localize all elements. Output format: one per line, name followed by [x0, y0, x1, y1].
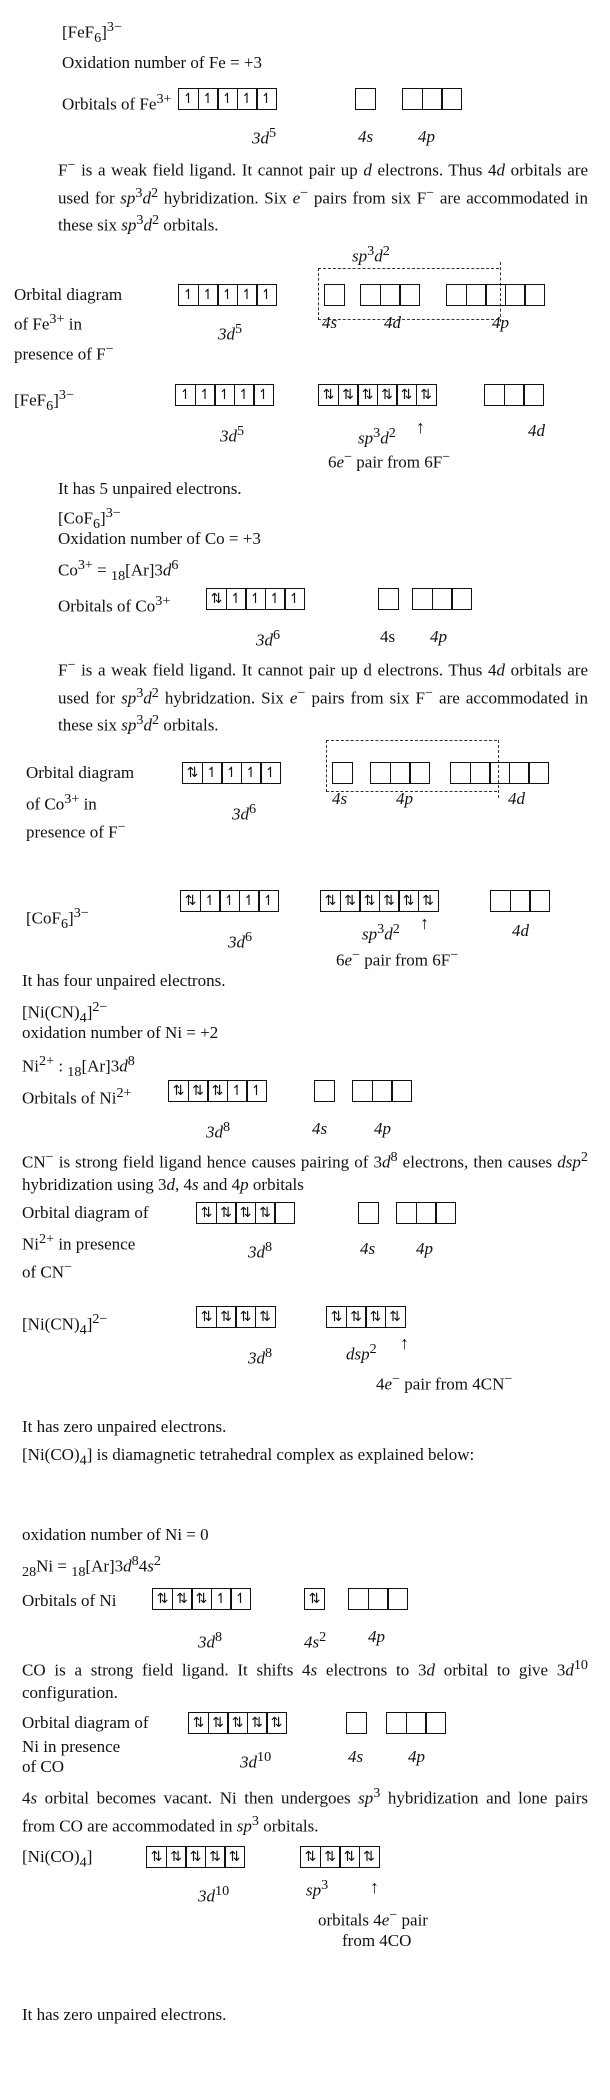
nico4-4p-label: 4p [368, 1627, 385, 1646]
orbital-box: ⇅ [235, 1306, 256, 1328]
cof6-unpaired: It has four unpaired electrons. [22, 971, 226, 990]
orbital-box [485, 284, 506, 306]
nico4-oxidation: oxidation number of Ni = 0 [22, 1525, 209, 1544]
orbital-box: ↿ [234, 384, 255, 406]
nicn4-unpaired: It has zero unpaired electrons. [22, 1417, 227, 1436]
orbital-box [446, 284, 467, 306]
orbital-box: ⇅ [359, 890, 380, 912]
orbital-box: ↿ [265, 588, 286, 610]
up-arrow-icon: ↑ [370, 1877, 379, 1897]
nico4-diag-label-3: of CO [22, 1757, 65, 1776]
orbital-box [386, 1712, 407, 1734]
cof6-final-4d-label: 4d [512, 921, 529, 940]
nico4-diag-3d-label: $3d^{10}$ [240, 1749, 272, 1772]
orbital-box [504, 384, 525, 406]
nico4-diag-label-1: Orbital diagram of [22, 1713, 149, 1732]
orbital-box: ↿ [253, 384, 274, 406]
cof6-final-hybrid-boxes [320, 890, 439, 912]
orbital-box: ⇅ [377, 384, 398, 406]
nicn4-4p-label: 4p [374, 1119, 391, 1138]
cof6-3d-label: $3d^6$ [256, 627, 281, 650]
nicn4-oxidation: oxidation number of Ni = +2 [22, 1023, 219, 1042]
fef6-4s-box [355, 88, 376, 110]
orbital-box [509, 762, 530, 784]
nicn4-complex-label: $[Ni(CN)_4]^{2-}$ [22, 1311, 108, 1339]
nico4-final-hyb-label: $sp^3$ [306, 1877, 329, 1900]
nico4-3d-label: $3d^8$ [198, 1629, 223, 1652]
orbital-box: ⇅ [207, 1080, 228, 1102]
orbital-box: ⇅ [185, 1846, 206, 1868]
orbital-box: ⇅ [320, 1846, 341, 1868]
fef6-diag-3d-boxes [178, 284, 277, 306]
fef6-4p-boxes [402, 88, 462, 110]
fef6-oxidation: Oxidation number of Fe = +3 [62, 53, 263, 72]
nico4-final-3d-label: $3d^{10}$ [198, 1883, 230, 1906]
nico4-3d-boxes [152, 1588, 251, 1610]
nico4-diag-4s-label: 4s [348, 1747, 364, 1766]
cof6-4s-box [378, 588, 399, 610]
orbital-box: ⇅ [416, 384, 437, 406]
orbital-box: ⇅ [300, 1846, 321, 1868]
nicn4-diag-label-2: $Ni^{2+}$ in presence [22, 1231, 136, 1254]
fef6-4s-label: 4s [358, 127, 374, 146]
orbital-box: ↿ [260, 762, 281, 784]
orbital-box: ⇅ [196, 1306, 217, 1328]
orbital-box [529, 890, 550, 912]
orbital-box [378, 588, 399, 610]
orbital-box [425, 1712, 446, 1734]
orbital-box: ↿ [256, 284, 277, 306]
orbital-box [451, 588, 472, 610]
nico4-4p-boxes [348, 1588, 408, 1610]
orbital-box: ⇅ [247, 1712, 268, 1734]
orbital-box [489, 762, 510, 784]
nico4-vacant: 4s orbital becomes vacant. Ni then undergoes $sp^3$ hybridization and lone pairs from CO are accommodated in $sp^3$ orbitals. [22, 1785, 588, 1836]
orbital-box: ⇅ [338, 384, 359, 406]
up-arrow-icon: ↑ [420, 913, 429, 933]
cof6-4p-boxes [412, 588, 472, 610]
nicn4-formula: $[Ni(CN)_4]^{2-}$ [22, 999, 108, 1027]
nico4-config: $_{28}Ni = _{18}[Ar]3d^84s^2$ [22, 1553, 161, 1581]
orbital-box: ⇅ [235, 1202, 256, 1224]
orbital-box [505, 284, 526, 306]
orbital-box [324, 284, 345, 306]
orbital-box [372, 1080, 393, 1102]
orbital-box: ⇅ [266, 1712, 287, 1734]
nicn4-orbitals-label: Orbitals of $Ni^{2+}$ [22, 1085, 132, 1108]
orbital-box: ↿ [198, 88, 219, 110]
orbital-box: ↿ [284, 588, 305, 610]
orbital-box: ⇅ [227, 1712, 248, 1734]
fef6-final-4d-boxes [484, 384, 544, 406]
cof6-complex-label: $[CoF_6]^{3-}$ [26, 905, 89, 933]
orbital-box: ⇅ [396, 384, 417, 406]
orbital-box: ⇅ [208, 1712, 229, 1734]
cof6-final-4d-boxes [490, 890, 550, 912]
orbital-box [523, 384, 544, 406]
orbital-box: ↿ [237, 284, 258, 306]
nico4-4s-label: $4s^2$ [304, 1629, 327, 1652]
cof6-4p-label: 4p [430, 627, 447, 646]
fef6-unpaired: It has 5 unpaired electrons. [58, 479, 242, 498]
nico4-complex-label: $[Ni(CO)_4]$ [22, 1847, 93, 1871]
orbital-box: ↿ [230, 1588, 251, 1610]
fef6-diag-4d-boxes [446, 284, 545, 306]
orbital-box: ↿ [241, 762, 262, 784]
orbital-box [346, 1712, 367, 1734]
nicn4-diag-label-3: of CN− [22, 1259, 73, 1282]
orbital-box: ⇅ [205, 1846, 226, 1868]
orbital-box: ↿ [195, 384, 216, 406]
nicn4-4p-boxes [352, 1080, 412, 1102]
orbital-box: ↿ [217, 88, 238, 110]
orbital-box: ↿ [178, 284, 199, 306]
orbital-box: ↿ [258, 890, 279, 912]
cof6-final-3d-label: $3d^6$ [228, 929, 253, 952]
nicn4-final-3d-boxes [196, 1306, 276, 1328]
orbital-box [409, 762, 430, 784]
orbital-box [510, 890, 531, 912]
fef6-3d-label: $3d^5$ [252, 125, 277, 148]
nicn4-diag-label-1: Orbital diagram of [22, 1203, 149, 1222]
orbital-box [396, 1202, 417, 1224]
orbital-box: ⇅ [224, 1846, 245, 1868]
orbital-box [524, 284, 545, 306]
cof6-final-3d-boxes [180, 890, 279, 912]
orbital-box [435, 1202, 456, 1224]
cof6-diag-4d-label: 4d [508, 789, 525, 808]
orbital-box: ⇅ [172, 1588, 193, 1610]
nicn4-diag-3d-label: $3d^8$ [248, 1239, 273, 1262]
cof6-diag-4s-box [332, 762, 353, 784]
fef6-diag-4d-label: 4d [384, 313, 401, 332]
orbital-box [360, 284, 381, 306]
nicn4-explanation: CN− is strong field ligand hence causes pairing of $3d^8$ electrons, then causes dsp$^2$ hybridization using 3d, 4s and 4p orbitals [22, 1149, 588, 1194]
nico4-diag-4s-box [346, 1712, 367, 1734]
orbital-box: ⇅ [182, 762, 203, 784]
orbital-box: ⇅ [191, 1588, 212, 1610]
orbital-box: ↿ [237, 88, 258, 110]
fef6-explanation: F− is a weak field ligand. It cannot pair up d electrons. Thus 4d orbitals are used for $sp^3d^2$ hybridization. Six e− pairs from six F− are accommodated in these six $sp^3d^2$ orbitals. [58, 157, 589, 235]
nicn4-3d-label: $3d^8$ [206, 1119, 231, 1142]
nico4-explanation: CO is a strong field ligand. It shifts 4s electrons to 3d orbital to give $3d^{10}$ configuration. [22, 1657, 588, 1702]
cof6-orbitals-label: Orbitals of $Co^{3+}$ [58, 593, 171, 616]
cof6-diag-label-3: presence of F− [26, 819, 126, 842]
orbital-box [484, 384, 505, 406]
orbital-box: ⇅ [365, 1306, 386, 1328]
fef6-diag-label-2: of $Fe^{3+}$ in [14, 311, 82, 334]
orbital-box: ↿ [256, 88, 277, 110]
orbital-box: ⇅ [166, 1846, 187, 1868]
orbital-box: ⇅ [168, 1080, 189, 1102]
orbital-box: ⇅ [326, 1306, 347, 1328]
nico4-diag-3d-boxes [188, 1712, 287, 1734]
orbital-box [528, 762, 549, 784]
nicn4-pair-label: 4e− pair from 4CN− [376, 1371, 513, 1394]
orbital-box: ⇅ [357, 384, 378, 406]
nico4-4s-box [304, 1588, 325, 1610]
orbital-box: ↿ [178, 88, 199, 110]
orbital-box [274, 1202, 295, 1224]
orbital-box: ↿ [200, 890, 221, 912]
cof6-formula: $[CoF_6]^{3-}$ [58, 505, 121, 533]
orbital-box: ⇅ [255, 1202, 276, 1224]
nicn4-diag-4s-box [358, 1202, 379, 1224]
fef6-complex-label: $[FeF_6]^{3-}$ [14, 387, 74, 415]
orbital-box: ⇅ [146, 1846, 167, 1868]
nicn4-final-hyb-label: dsp$^2$ [346, 1341, 377, 1364]
orbital-box [355, 88, 376, 110]
nico4-unpaired: It has zero unpaired electrons. [22, 2005, 227, 2024]
orbital-box: ↿ [217, 284, 238, 306]
orbital-box: ⇅ [346, 1306, 367, 1328]
nicn4-4s-label: 4s [312, 1119, 328, 1138]
orbital-box [466, 284, 487, 306]
orbital-box: ⇅ [188, 1080, 209, 1102]
orbital-box [348, 1588, 369, 1610]
cof6-diag-label-2: of $Co^{3+}$ in [26, 791, 97, 814]
orbital-box: ⇅ [188, 1712, 209, 1734]
nico4-orbitals-label: Orbitals of Ni [22, 1591, 117, 1610]
orbital-box [368, 1588, 389, 1610]
cof6-pair-label: 6e− pair from 6F− [336, 947, 459, 970]
orbital-box: ↿ [226, 588, 247, 610]
nico4-diag-label-2: Ni in presence [22, 1737, 121, 1756]
fef6-diag-4s-label: 4s [322, 313, 338, 332]
orbital-box: ⇅ [255, 1306, 276, 1328]
orbital-box: ⇅ [180, 890, 201, 912]
orbital-box [332, 762, 353, 784]
fef6-diag-4p-label: 4p [492, 313, 509, 332]
cof6-diag-3d-label: $3d^6$ [232, 801, 257, 824]
orbital-box [402, 88, 423, 110]
nicn4-4s-box [314, 1080, 335, 1102]
cof6-3d-boxes [206, 588, 305, 610]
orbital-box: ⇅ [206, 588, 227, 610]
fef6-final-4d-label: 4d [528, 421, 545, 440]
fef6-formula: $[FeF_6]^{3-}$ [62, 19, 122, 47]
orbital-box: ↿ [214, 384, 235, 406]
orbital-box [358, 1202, 379, 1224]
orbital-box [441, 88, 462, 110]
cof6-diag-4p-label: 4p [396, 789, 413, 808]
orbital-box: ⇅ [196, 1202, 217, 1224]
fef6-final-3d-boxes [175, 384, 274, 406]
orbital-box: ↿ [211, 1588, 232, 1610]
nicn4-final-hybrid-boxes [326, 1306, 406, 1328]
up-arrow-icon: ↑ [416, 417, 425, 437]
orbital-box: ↿ [202, 762, 223, 784]
fef6-diag-4s-box [324, 284, 345, 306]
fef6-3d-boxes [178, 88, 277, 110]
cof6-4s-label: 4s [380, 627, 396, 646]
orbital-box [422, 88, 443, 110]
orbital-box [390, 762, 411, 784]
orbital-box: ↿ [239, 890, 260, 912]
orbital-box: ↿ [221, 762, 242, 784]
orbital-box [380, 284, 401, 306]
nico4-pair-label-2: from 4CO [342, 1931, 412, 1950]
orbital-box: ↿ [245, 588, 266, 610]
nico4-final-3d-boxes [146, 1846, 245, 1868]
nico4-final-hybrid-boxes [300, 1846, 380, 1868]
orbital-box [352, 1080, 373, 1102]
orbital-box: ⇅ [340, 890, 361, 912]
orbital-box: ⇅ [385, 1306, 406, 1328]
fef6-diag-label-1: Orbital diagram [14, 285, 123, 304]
orbital-box: ⇅ [216, 1306, 237, 1328]
nico4-diag-4p-label: 4p [408, 1747, 425, 1766]
fef6-diag-4p-boxes [360, 284, 420, 306]
fef6-diag-top-label: $sp^3d^2$ [352, 243, 390, 266]
orbital-box: ↿ [219, 890, 240, 912]
fef6-4p-label: 4p [418, 127, 435, 146]
orbital-box: ⇅ [318, 384, 339, 406]
fef6-diag-3d-label: $3d^5$ [218, 321, 243, 344]
orbital-box [490, 890, 511, 912]
orbital-box: ⇅ [320, 890, 341, 912]
orbital-box [406, 1712, 427, 1734]
cof6-diag-label-1: Orbital diagram [26, 763, 135, 782]
nicn4-diag-3d-boxes [196, 1202, 295, 1224]
cof6-config: $Co^{3+} = _{18}[Ar]3d^6$ [58, 557, 179, 585]
nicn4-diag-4p-label: 4p [416, 1239, 433, 1258]
cof6-oxidation: Oxidation number of Co = +3 [58, 529, 261, 548]
orbital-box: ⇅ [379, 890, 400, 912]
orbital-box: ⇅ [359, 1846, 380, 1868]
cof6-final-hyb-label: $sp^3d^2$ [362, 921, 400, 944]
orbital-box [314, 1080, 335, 1102]
nicn4-diag-4s-label: 4s [360, 1239, 376, 1258]
nicn4-final-3d-label: $3d^8$ [248, 1345, 273, 1368]
orbital-box [387, 1588, 408, 1610]
orbital-box [470, 762, 491, 784]
fef6-final-3d-label: $3d^5$ [220, 423, 245, 446]
fef6-pair-label: 6e− pair from 6F− [328, 449, 451, 472]
nico4-intro: $[Ni(CO)_4]$ is diamagnetic tetrahedral complex as explained below: [22, 1445, 475, 1469]
orbital-box [399, 284, 420, 306]
nicn4-3d-boxes [168, 1080, 267, 1102]
fef6-final-hybrid-boxes [318, 384, 437, 406]
cof6-diag-4p-boxes [370, 762, 430, 784]
orbital-box: ⇅ [216, 1202, 237, 1224]
cof6-explanation: F− is a weak field ligand. It cannot pair up d electrons. Thus 4d orbitals are used for $sp^3d^2$ hybridzation. Six e− pairs from six F− are accommodated in these six $sp^3d^2$ orbitals. [58, 657, 589, 735]
orbital-box: ⇅ [339, 1846, 360, 1868]
cof6-diag-4d-boxes [450, 762, 549, 784]
nico4-pair-label-1: orbitals 4e− pair [318, 1907, 428, 1930]
orbital-box: ↿ [198, 284, 219, 306]
orbital-box [370, 762, 391, 784]
cof6-diag-3d-boxes [182, 762, 281, 784]
orbital-box [432, 588, 453, 610]
orbital-box: ↿ [246, 1080, 267, 1102]
orbital-box [450, 762, 471, 784]
nicn4-diag-4p-boxes [396, 1202, 456, 1224]
up-arrow-icon: ↑ [400, 1333, 409, 1353]
fef6-orbitals-label: Orbitals of $Fe^{3+}$ [62, 91, 172, 114]
nico4-diag-4p-boxes [386, 1712, 446, 1734]
orbital-box [391, 1080, 412, 1102]
orbital-box: ↿ [227, 1080, 248, 1102]
nicn4-config: $Ni^{2+}$ : $_{18}[Ar]3d^8$ [22, 1053, 135, 1081]
orbital-box: ⇅ [418, 890, 439, 912]
orbital-box [412, 588, 433, 610]
fef6-final-hyb-label: $sp^3d^2$ [358, 425, 396, 448]
orbital-box: ⇅ [304, 1588, 325, 1610]
cof6-diag-4s-label: 4s [332, 789, 348, 808]
fef6-diag-label-3: presence of F− [14, 341, 114, 364]
orbital-box: ↿ [175, 384, 196, 406]
orbital-box: ⇅ [398, 890, 419, 912]
orbital-box: ⇅ [152, 1588, 173, 1610]
orbital-box [416, 1202, 437, 1224]
